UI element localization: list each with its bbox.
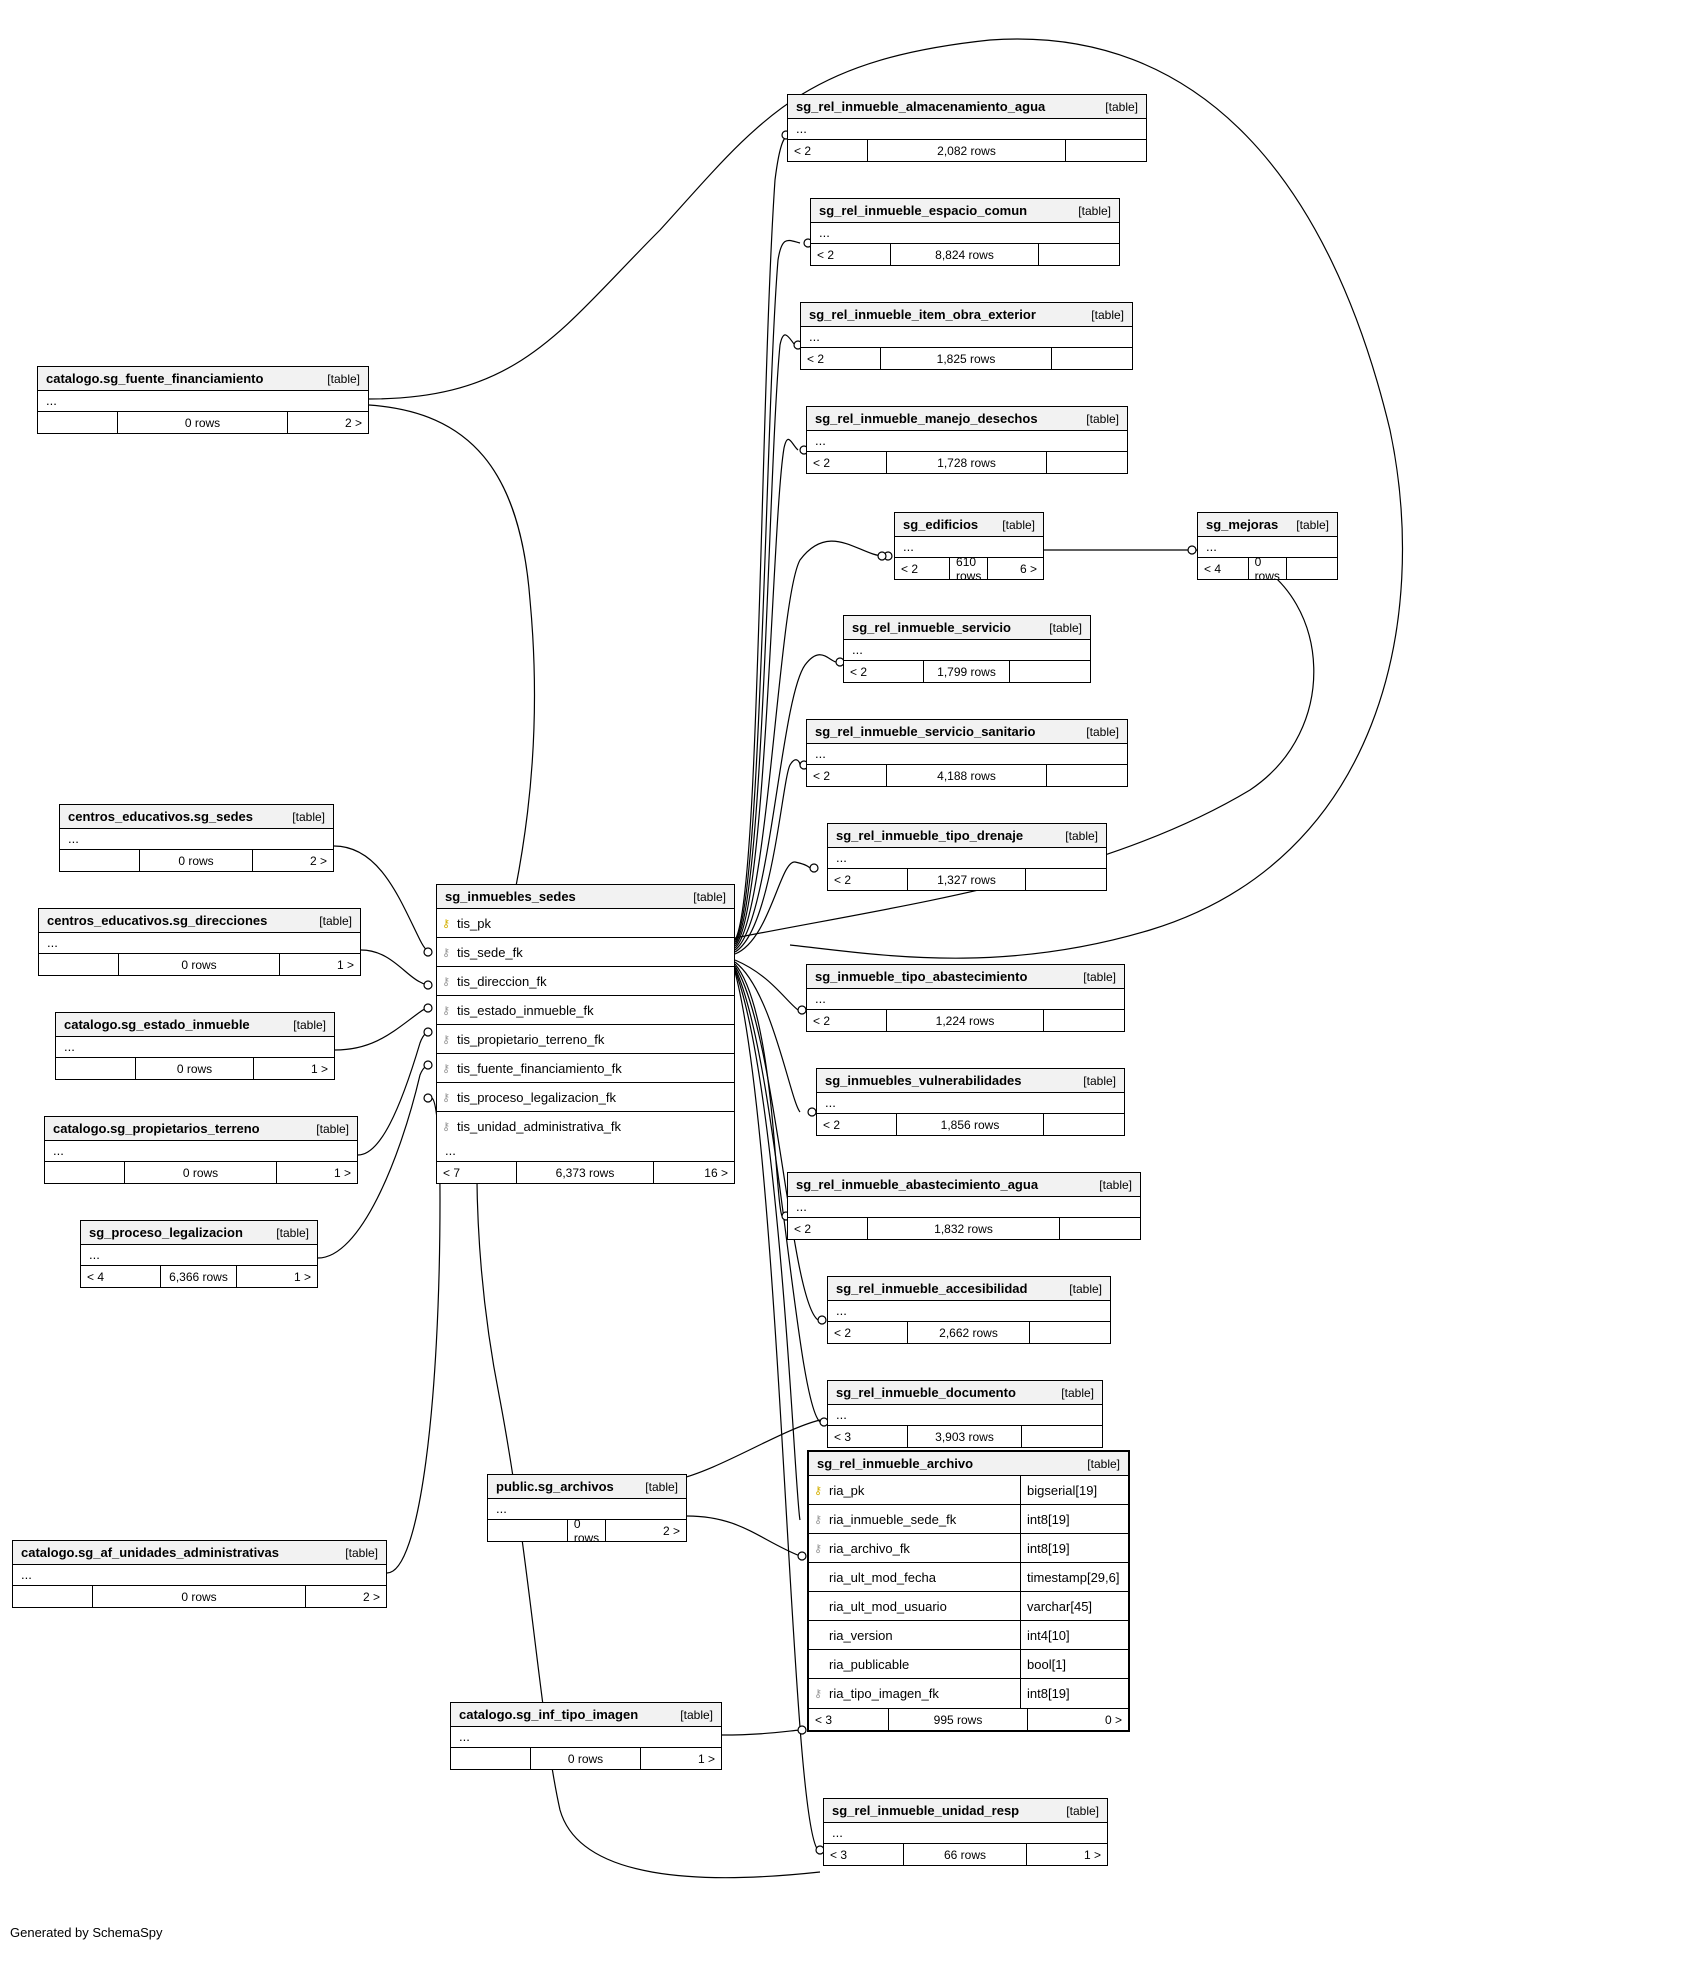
table-header [13, 1541, 386, 1565]
table-direcciones[interactable] [38, 908, 361, 976]
table-footer [807, 764, 1127, 786]
footer-children: 1 > [1083, 1847, 1101, 1862]
table-title: sg_rel_inmueble_documento [836, 1385, 1016, 1400]
table-header [807, 965, 1124, 989]
footer-parents [56, 1058, 136, 1079]
table-footer [828, 1321, 1110, 1343]
more-columns-indicator: ... [852, 642, 863, 657]
column-name: tis_propietario_terreno_fk [457, 1031, 605, 1047]
table-footer [1198, 554, 1337, 583]
generator-credit: Generated by SchemaSpy [10, 1925, 163, 1940]
table-header [844, 616, 1090, 640]
column-name: ria_version [829, 1627, 893, 1643]
table-title: sg_edificios [903, 517, 979, 532]
table-header [81, 1221, 317, 1245]
table-propietarios_terreno[interactable] [44, 1116, 358, 1184]
column-row [437, 1083, 734, 1112]
footer-rowcount: 2,082 rows [868, 140, 1066, 161]
column-name: tis_pk [457, 915, 491, 931]
table-footer [807, 451, 1127, 473]
column-name: ria_inmueble_sede_fk [829, 1511, 957, 1527]
table-title: catalogo.sg_propietarios_terreno [53, 1121, 260, 1136]
table-header [895, 513, 1043, 537]
table-tag: [table] [1083, 1073, 1116, 1088]
footer-parents [13, 1586, 93, 1607]
footer-parents: < 2 [801, 348, 881, 369]
foreign-key-icon: ⚷ [441, 1004, 451, 1017]
column-row [437, 1054, 734, 1083]
column-type: bigserial[19] [1020, 1476, 1128, 1504]
table-mejoras[interactable] [1197, 512, 1338, 583]
foreign-key-icon: ⚷ [441, 1033, 451, 1046]
table-tag: [table] [1086, 724, 1119, 739]
more-columns-indicator: ... [496, 1501, 507, 1516]
table-sg-rel-inmueble-archivo[interactable] [807, 1450, 1130, 1732]
foreign-key-icon: ⚷ [813, 1513, 823, 1526]
table-title: centros_educativos.sg_sedes [68, 809, 253, 824]
footer-children [1010, 661, 1090, 682]
footer-parents: < 2 [788, 140, 868, 161]
column-name: ria_tipo_imagen_fk [829, 1686, 939, 1701]
table-footer [45, 1161, 357, 1183]
table-title: catalogo.sg_estado_inmueble [64, 1017, 250, 1032]
column-name: ria_pk [829, 1482, 865, 1498]
footer-children [1030, 1322, 1110, 1343]
table-tag: [table] [1091, 307, 1124, 322]
footer-children: 16 > [704, 1165, 728, 1180]
table-header [828, 1277, 1110, 1301]
table-rel_servicio_sanitario[interactable] [806, 719, 1128, 787]
table-tag: [table] [327, 371, 360, 386]
footer-children [1044, 1114, 1124, 1135]
table-footer [437, 1161, 734, 1183]
footer-rowcount: 0 rows [568, 1520, 606, 1541]
footer-parents: < 2 [807, 1010, 887, 1031]
table-footer [81, 1265, 317, 1287]
footer-children: 1 > [697, 1751, 715, 1766]
footer-rowcount: 0 rows [118, 412, 288, 433]
footer-children [1287, 558, 1337, 579]
footer-parents: < 3 [809, 1709, 889, 1730]
table-footer [828, 1425, 1102, 1447]
table-title: sg_rel_inmueble_espacio_comun [819, 203, 1028, 218]
table-title: sg_inmueble_tipo_abastecimiento [815, 969, 1028, 984]
table-estado_inmueble[interactable] [55, 1012, 335, 1080]
table-rel_espacio_comun[interactable] [810, 198, 1120, 266]
table-title: sg_proceso_legalizacion [89, 1225, 243, 1240]
footer-children [1044, 1010, 1124, 1031]
footer-parents [488, 1520, 568, 1541]
footer-parents: < 2 [895, 558, 950, 579]
column-row [809, 1592, 1128, 1621]
foreign-key-icon: ⚷ [441, 1121, 451, 1133]
more-columns-indicator: ... [815, 433, 826, 448]
table-tag: [table] [1061, 1385, 1094, 1400]
table-header [828, 824, 1106, 848]
table-footer [824, 1843, 1107, 1865]
table-header [807, 407, 1127, 431]
column-type: timestamp[29,6] [1020, 1563, 1128, 1591]
footer-parents: < 3 [828, 1426, 908, 1447]
table-footer [38, 411, 368, 433]
table-title: sg_rel_inmueble_unidad_resp [832, 1803, 1020, 1818]
footer-rowcount: 6,366 rows [161, 1266, 237, 1287]
table-header [809, 1452, 1128, 1476]
column-row [809, 1563, 1128, 1592]
column-row [809, 1476, 1128, 1505]
table-tag: [table] [680, 1707, 713, 1722]
footer-children: 0 > [1104, 1712, 1122, 1727]
footer-rowcount: 0 rows [531, 1748, 641, 1769]
table-inmuebles_vulnerabilidades[interactable] [816, 1068, 1125, 1136]
column-type: bool[1] [1020, 1650, 1128, 1678]
more-columns-indicator: ... [445, 1143, 456, 1158]
table-tag: [table] [1087, 1456, 1120, 1471]
footer-parents: < 2 [811, 244, 891, 265]
table-header [828, 1381, 1102, 1405]
footer-rowcount: 1,224 rows [887, 1010, 1044, 1031]
table-footer [788, 139, 1146, 161]
table-tag: [table] [645, 1479, 678, 1494]
more-columns-indicator: ... [796, 121, 807, 136]
column-row [437, 909, 734, 938]
table-title: centros_educativos.sg_direcciones [47, 913, 268, 928]
footer-children: 1 > [336, 957, 354, 972]
footer-parents: < 2 [828, 1322, 908, 1343]
table-rel_unidad_resp[interactable] [823, 1798, 1108, 1866]
foreign-key-icon: ⚷ [441, 946, 451, 959]
footer-parents: < 3 [824, 1844, 904, 1865]
table-inmueble_tipo_abastecimiento[interactable] [806, 964, 1125, 1032]
column-row [809, 1534, 1128, 1563]
footer-children: 1 > [333, 1165, 351, 1180]
table-fuente_financiamiento[interactable] [37, 366, 369, 434]
footer-parents: < 2 [828, 869, 908, 890]
table-header [801, 303, 1132, 327]
table-tag: [table] [1049, 620, 1082, 635]
table-title: catalogo.sg_fuente_financiamiento [46, 371, 264, 386]
footer-children: 2 > [344, 415, 362, 430]
footer-children [1039, 244, 1119, 265]
footer-rowcount: 0 rows [93, 1586, 306, 1607]
column-row [809, 1621, 1128, 1650]
table-proceso_legalizacion[interactable] [80, 1220, 318, 1288]
table-archivos[interactable] [487, 1474, 687, 1545]
table-title: sg_rel_inmueble_tipo_drenaje [836, 828, 1024, 843]
table-rel_manejo_desechos[interactable] [806, 406, 1128, 474]
footer-children [1047, 765, 1127, 786]
column-type: int8[19] [1020, 1679, 1128, 1708]
column-row [437, 1112, 734, 1141]
footer-rowcount: 6,373 rows [517, 1162, 654, 1183]
footer-parents [38, 412, 118, 433]
table-header [811, 199, 1119, 223]
table-rel_tipo_drenaje[interactable] [827, 823, 1107, 891]
footer-children: 2 > [662, 1523, 680, 1538]
table-tag: [table] [276, 1225, 309, 1240]
foreign-key-icon: ⚷ [813, 1542, 823, 1555]
footer-parents [451, 1748, 531, 1769]
foreign-key-icon: ⚷ [813, 1688, 823, 1700]
column-row [437, 996, 734, 1025]
more-columns-indicator: ... [89, 1247, 100, 1262]
footer-rowcount: 8,824 rows [891, 244, 1039, 265]
footer-rowcount: 0 rows [136, 1058, 254, 1079]
footer-parents: < 4 [1198, 558, 1249, 579]
table-footer [809, 1708, 1128, 1730]
table-rel_documento[interactable] [827, 1380, 1103, 1448]
table-header [38, 367, 368, 391]
table-unidades_administrativas[interactable] [12, 1540, 387, 1608]
column-type: int8[19] [1020, 1505, 1128, 1533]
table-footer [488, 1516, 686, 1545]
column-name: tis_estado_inmueble_fk [457, 1002, 594, 1018]
table-header [488, 1475, 686, 1499]
more-columns-indicator: ... [836, 1407, 847, 1422]
table-title: catalogo.sg_inf_tipo_imagen [459, 1707, 639, 1722]
footer-children [1022, 1426, 1102, 1447]
footer-children [1052, 348, 1132, 369]
table-tag: [table] [319, 913, 352, 928]
column-name: tis_direccion_fk [457, 973, 547, 989]
table-title: catalogo.sg_af_unidades_administrativas [21, 1545, 279, 1560]
column-row [437, 1025, 734, 1054]
footer-rowcount: 995 rows [889, 1709, 1028, 1730]
table-tag: [table] [1078, 203, 1111, 218]
column-row [437, 967, 734, 996]
column-type: int4[10] [1020, 1621, 1128, 1649]
table-title: sg_rel_inmueble_accesibilidad [836, 1281, 1028, 1296]
column-name: ria_ult_mod_fecha [829, 1569, 936, 1585]
footer-parents: < 2 [844, 661, 924, 682]
table-tag: [table] [292, 809, 325, 824]
table-title: public.sg_archivos [496, 1479, 614, 1494]
table-header [45, 1117, 357, 1141]
table-title: sg_rel_inmueble_abastecimiento_agua [796, 1177, 1039, 1192]
footer-children [1060, 1218, 1140, 1239]
column-type: varchar[45] [1020, 1592, 1128, 1620]
footer-parents [39, 954, 119, 975]
footer-rowcount: 4,188 rows [887, 765, 1047, 786]
table-title: sg_rel_inmueble_item_obra_exterior [809, 307, 1036, 322]
table-footer [788, 1217, 1140, 1239]
footer-rowcount: 0 rows [119, 954, 280, 975]
column-name: tis_proceso_legalizacion_fk [457, 1089, 616, 1105]
table-tag: [table] [1065, 828, 1098, 843]
table-header [39, 909, 360, 933]
table-header [1198, 513, 1337, 537]
table-tag: [table] [1002, 517, 1035, 532]
table-rel_accesibilidad[interactable] [827, 1276, 1111, 1344]
more-columns-indicator: ... [64, 1039, 75, 1054]
footer-rowcount: 1,728 rows [887, 452, 1047, 473]
table-tag: [table] [316, 1121, 349, 1136]
table-header [437, 885, 734, 909]
table-header [451, 1703, 721, 1727]
footer-children [1047, 452, 1127, 473]
column-row [809, 1650, 1128, 1679]
footer-children: 2 > [309, 853, 327, 868]
table-title: sg_mejoras [1206, 517, 1279, 532]
footer-rowcount: 3,903 rows [908, 1426, 1022, 1447]
footer-parents: < 4 [81, 1266, 161, 1287]
more-columns-indicator: ... [53, 1143, 64, 1158]
column-name: tis_fuente_financiamiento_fk [457, 1060, 622, 1076]
table-sedes[interactable] [59, 804, 334, 872]
table-rel_servicio[interactable] [843, 615, 1091, 683]
table-header [60, 805, 333, 829]
table-title: sg_rel_inmueble_servicio_sanitario [815, 724, 1036, 739]
more-columns-indicator: ... [796, 1199, 807, 1214]
foreign-key-icon: ⚷ [441, 1091, 451, 1104]
more-columns-indicator: ... [836, 850, 847, 865]
more-columns-indicator: ... [47, 935, 58, 950]
more-columns-indicator: ... [21, 1567, 32, 1582]
more-columns-indicator: ... [815, 991, 826, 1006]
more-columns-indicator: ... [815, 746, 826, 761]
footer-children [1066, 140, 1146, 161]
footer-rowcount: 66 rows [904, 1844, 1027, 1865]
footer-parents [60, 850, 140, 871]
table-footer [13, 1585, 386, 1607]
table-footer [451, 1747, 721, 1769]
column-list [437, 909, 734, 1141]
table-header [56, 1013, 334, 1037]
more-columns-indicator: ... [903, 539, 914, 554]
table-footer [828, 868, 1106, 890]
table-tag: [table] [293, 1017, 326, 1032]
more-columns-indicator: ... [832, 1825, 843, 1840]
column-name: ria_archivo_fk [829, 1540, 910, 1556]
table-tag: [table] [1086, 411, 1119, 426]
foreign-key-icon: ⚷ [441, 1062, 451, 1075]
more-columns-indicator: ... [809, 329, 820, 344]
table-footer [801, 347, 1132, 369]
column-name: ria_ult_mod_usuario [829, 1598, 947, 1614]
primary-key-icon: ⚷ [441, 917, 451, 930]
table-sg-inmuebles-sedes[interactable] [436, 884, 735, 1184]
table-footer [844, 660, 1090, 682]
primary-key-icon: ⚷ [813, 1484, 823, 1497]
footer-parents [45, 1162, 125, 1183]
footer-children [1026, 869, 1106, 890]
table-tag: [table] [1066, 1803, 1099, 1818]
table-footer [817, 1113, 1124, 1135]
table-header [824, 1799, 1107, 1823]
column-list [809, 1476, 1128, 1708]
column-name: tis_sede_fk [457, 944, 523, 960]
footer-rowcount: 0 rows [1249, 558, 1287, 579]
table-footer [39, 953, 360, 975]
footer-rowcount: 1,799 rows [924, 661, 1010, 682]
column-type: int8[19] [1020, 1534, 1128, 1562]
table-title: sg_rel_inmueble_servicio [852, 620, 1011, 635]
table-header [807, 720, 1127, 744]
footer-parents: < 7 [437, 1162, 517, 1183]
column-name: ria_publicable [829, 1656, 910, 1672]
table-tag: [table] [345, 1545, 378, 1560]
footer-children: 1 > [293, 1269, 311, 1284]
footer-parents: < 2 [807, 452, 887, 473]
table-header [788, 1173, 1140, 1197]
column-row [809, 1505, 1128, 1534]
footer-rowcount: 1,825 rows [881, 348, 1052, 369]
table-rel_almacenamiento_agua[interactable] [787, 94, 1147, 162]
footer-rowcount: 610 rows [950, 558, 988, 579]
table-title: sg_rel_inmueble_almacenamiento_agua [796, 99, 1046, 114]
table-tag: [table] [1099, 1177, 1132, 1192]
footer-rowcount: 2,662 rows [908, 1322, 1030, 1343]
more-columns-indicator: ... [819, 225, 830, 240]
more-columns-indicator: ... [825, 1095, 836, 1110]
footer-rowcount: 0 rows [125, 1162, 277, 1183]
footer-children: 2 > [362, 1589, 380, 1604]
footer-parents: < 2 [788, 1218, 868, 1239]
more-columns-indicator: ... [459, 1729, 470, 1744]
column-row [437, 938, 734, 967]
table-tag: [table] [1296, 517, 1329, 532]
footer-rowcount: 1,327 rows [908, 869, 1026, 890]
table-footer [807, 1009, 1124, 1031]
table-title: sg_rel_inmueble_manejo_desechos [815, 411, 1038, 426]
footer-parents: < 2 [807, 765, 887, 786]
table-header [817, 1069, 1124, 1093]
more-columns-indicator: ... [46, 393, 57, 408]
table-tag: [table] [693, 889, 726, 904]
table-rel_abastecimiento_agua[interactable] [787, 1172, 1141, 1240]
column-row [809, 1679, 1128, 1708]
table-footer [60, 849, 333, 871]
more-columns-indicator: ... [1206, 539, 1217, 554]
footer-children: 6 > [1019, 561, 1037, 576]
footer-rowcount: 1,832 rows [868, 1218, 1060, 1239]
table-footer [56, 1057, 334, 1079]
table-rel_item_obra_exterior[interactable] [800, 302, 1133, 370]
table-tag: [table] [1083, 969, 1116, 984]
table-title: sg_rel_inmueble_archivo [817, 1456, 974, 1471]
more-columns-indicator: ... [836, 1303, 847, 1318]
footer-parents: < 2 [817, 1114, 897, 1135]
footer-rowcount: 1,856 rows [897, 1114, 1044, 1135]
table-footer [811, 243, 1119, 265]
table-inf_tipo_imagen[interactable] [450, 1702, 722, 1770]
table-tag: [table] [1105, 99, 1138, 114]
table-title: sg_inmuebles_vulnerabilidades [825, 1073, 1022, 1088]
table-title: sg_inmuebles_sedes [445, 889, 576, 904]
foreign-key-icon: ⚷ [441, 975, 451, 988]
table-header [788, 95, 1146, 119]
more-columns-indicator: ... [68, 831, 79, 846]
column-name: tis_unidad_administrativa_fk [457, 1119, 622, 1134]
footer-rowcount: 0 rows [140, 850, 253, 871]
table-tag: [table] [1069, 1281, 1102, 1296]
table-edificios[interactable] [894, 512, 1044, 583]
table-footer [895, 554, 1043, 583]
footer-children: 1 > [310, 1061, 328, 1076]
